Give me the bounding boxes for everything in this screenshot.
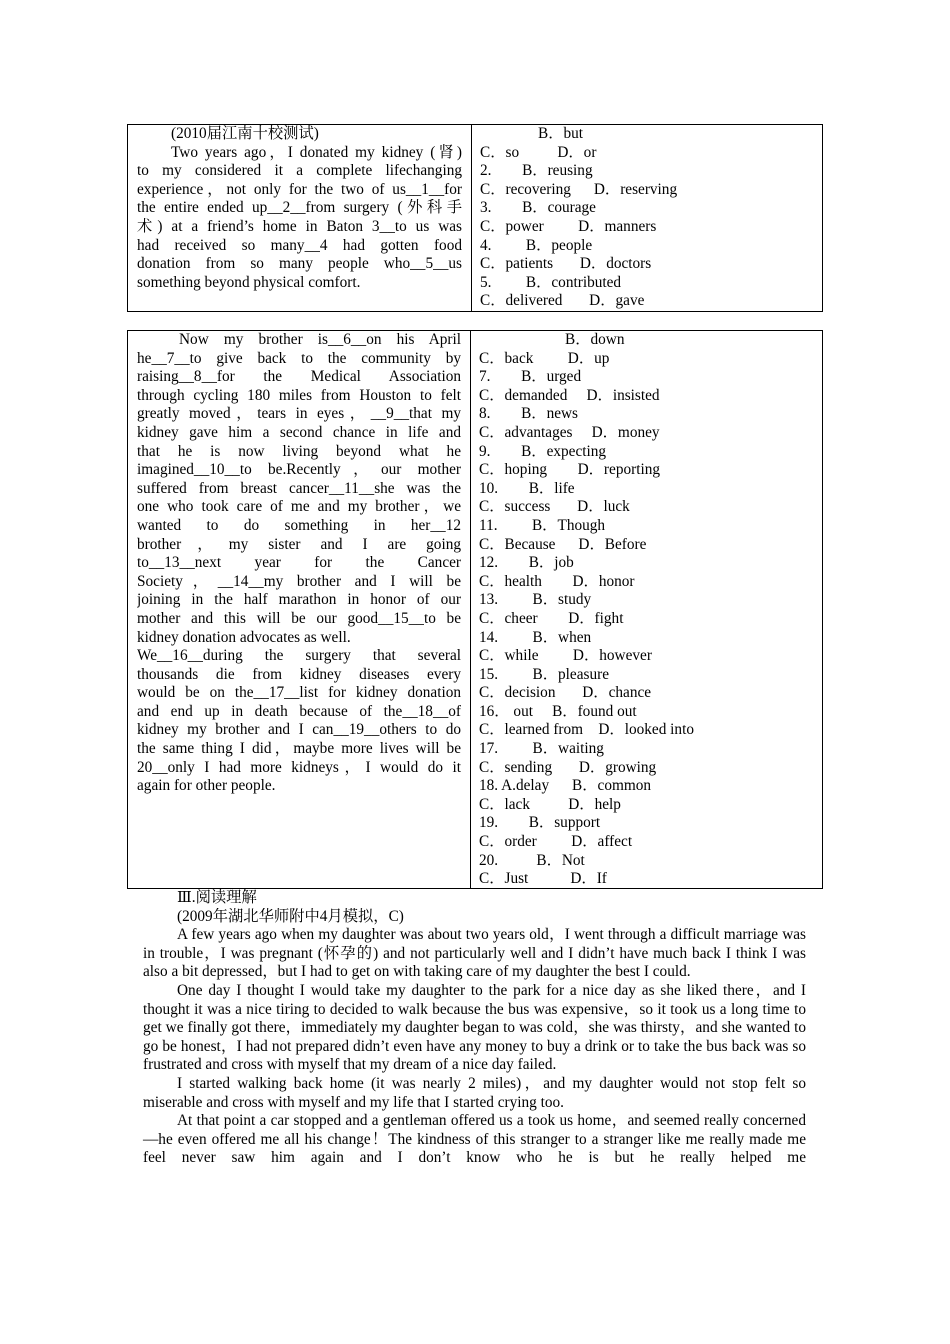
option-line: C．power D．manners [480, 217, 657, 235]
option-line: C．lack D．help [479, 795, 621, 813]
option-line: 3. B．courage [480, 199, 596, 217]
passage-2-line: 20__only I had more kidneys，I would do it [137, 758, 461, 776]
option-line: B．down [565, 331, 625, 348]
option-line: 13. B．study [479, 591, 592, 609]
passage-2-line: one who took care of me and my brother，we [137, 498, 461, 516]
option-line: 15. B．pleasure [479, 665, 610, 683]
cloze-box-1 [127, 124, 823, 312]
passage-2-line: kidney donation advocates as well. [137, 628, 351, 646]
option-line: 11. B．Though [479, 516, 606, 534]
option-line: C．patients D．doctors [480, 255, 652, 273]
reading-section [143, 889, 806, 1168]
passage-1-line: the entire ended up__2__from surgery (外科手 [137, 199, 462, 217]
passage-2-line: raising__8__for the Medical Association [137, 368, 461, 386]
option-line: 5. B．contributed [480, 273, 622, 291]
option-line: C．back D．up [479, 349, 610, 367]
option-line: C．Because D．Before [479, 535, 647, 553]
options-2 [471, 331, 702, 888]
passage-2-line: suffered from breast cancer__11__she was the [137, 479, 461, 497]
option-line: 16． out B．found out [479, 702, 637, 720]
option-line: C．sending D．growing [479, 758, 657, 776]
passage-1 [128, 125, 472, 311]
option-line: B．but [538, 125, 584, 142]
option-line: C．order D．affect [479, 833, 633, 851]
option-line: 2. B．reusing [480, 162, 593, 180]
option-line: C．advantages D．money [479, 423, 660, 441]
passage-2-line: mother and this will be our good__15__to be [137, 609, 461, 627]
option-line: 7. B．urged [479, 368, 582, 386]
passage-2-line: would be on the__17__list for kidney donation [137, 684, 461, 702]
passage-1-line: experience，not only for the two of us__1__for [137, 180, 462, 198]
passage-2-line: and end up in death because of the__18__of [137, 702, 461, 720]
option-line: C．hoping D．reporting [479, 461, 661, 479]
option-line: C．Just D．If [479, 870, 607, 888]
passage-2-line: brother，my sister and I are going [137, 535, 461, 553]
passage-2-line: kidney my brother and I can__19__others to do [137, 721, 461, 739]
passage-1-source: (2010届江南十校测试) [171, 125, 319, 142]
option-line: 8. B．news [479, 405, 579, 423]
passage-1-line: had received so many__4 had gotten food [137, 236, 462, 254]
passage-1-line: something beyond physical comfort. [137, 273, 361, 291]
passage-1-line: Two years ago，I donated my kidney (肾) [171, 143, 462, 161]
passage-1-line: donation from so many people who__5__us [137, 255, 462, 273]
option-line: 14. B．when [479, 628, 592, 646]
passage-2-line: greatly moved，tears in eyes，__9__that my [137, 405, 461, 423]
option-line: C．success D．luck [479, 498, 630, 516]
passage-2-line: wanted to do something in her__12 [137, 516, 461, 534]
options-1 [472, 125, 685, 311]
reading-paragraph: At that point a car stopped and a gentleman offered us a took us home，and seemed really concerned—he even offered me all his change！The kindness of this stranger to a stranger like me really made me feel never saw him again and I don’t know who he is but he really helped me [143, 1112, 806, 1167]
option-line: C．health D．honor [479, 572, 635, 590]
option-line: 19. B．support [479, 814, 601, 832]
option-line: 17. B．waiting [479, 740, 604, 758]
passage-2 [128, 331, 471, 888]
passage-2-line: he__7__to give back to the community by [137, 349, 461, 367]
option-line: C．delivered D．gave [480, 292, 645, 310]
reading-paragraph: A few years ago when my daughter was about two years old，I went through a difficult marriage was in trouble，I was pregnant (怀孕的) and not particularly well and I didn’t have much back I think I was also a bit depressed，but I had to get on with taking care of my daughter the best I could. [143, 926, 806, 981]
option-line: C．learned from D．looked into [479, 721, 694, 739]
option-line: C．decision D．chance [479, 684, 652, 702]
option-line: 10. B．life [479, 479, 575, 497]
option-line: 12. B．job [479, 554, 574, 572]
passage-2-line: joining in the half marathon in honor of our [137, 591, 461, 609]
reading-source: (2009年湖北华师附中4月模拟，C) [177, 907, 404, 925]
cloze-box-2 [127, 330, 823, 889]
reading-paragraph: One day I thought I would take my daughter to the park for a nice day as she liked there，and I thought it was a nice tiring to decided to walk because the bus was expensive，so it took us a long time to get we finally got there，immediately my daughter began to was cold，she was thirsty，and she wanted to go be honest，I had not prepared didn’t even have any money to buy a drink or to take the bus back was so frustrated and cross with myself that my dream of a nice day failed. [143, 981, 806, 1074]
passage-2-line: through cycling 180 miles from Houston to felt [137, 386, 461, 404]
passage-2-line: kidney gave him a second chance in life and [137, 423, 461, 441]
passage-2-line: imagined__10__to be.Recently，our mother [137, 461, 461, 479]
passage-1-line: 术) at a friend’s home in Baton 3__to us was [137, 217, 462, 235]
passage-2-line: We__16__during the surgery that several [137, 647, 461, 665]
option-line: 9. B．expecting [479, 442, 607, 460]
option-line: C．demanded D．insisted [479, 386, 660, 404]
passage-1-line: to my considered it a complete lifechanging [137, 162, 462, 180]
option-line: 4. B．people [480, 236, 593, 254]
passage-2-line: the same thing I did，maybe more lives will be [137, 740, 461, 758]
passage-2-line: Now my brother is__6__on his April [179, 331, 461, 348]
option-line: C．while D．however [479, 647, 652, 665]
passage-2-line: thousands die from kidney diseases every [137, 665, 461, 683]
option-line: C．cheer D．fight [479, 609, 624, 627]
passage-2-line: Society，__14__my brother and I will be [137, 572, 461, 590]
passage-2-line: to__13__next year for the Cancer [137, 554, 461, 572]
reading-paragraph: I started walking back home (it was nearly 2 miles)，and my daughter would not stop felt so miserable and cross with myself and my life that I started crying too. [143, 1074, 806, 1111]
reading-heading: Ⅲ.阅读理解 [177, 889, 257, 906]
option-line: 18. A.delay B．common [479, 777, 652, 795]
option-line: C．recovering D．reserving [480, 180, 678, 198]
passage-2-line: that he is now living beyond what he [137, 442, 461, 460]
passage-2-line: again for other people. [137, 777, 276, 795]
option-line: 20. B．Not [479, 851, 585, 869]
option-line: C．so D．or [480, 143, 597, 161]
